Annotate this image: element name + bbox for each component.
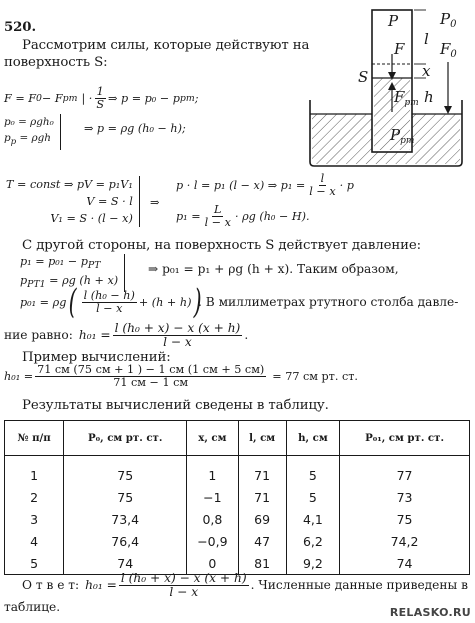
table-cell: 81 [238, 552, 286, 575]
table-header-row [5, 421, 470, 456]
formula-isothermal-system: T = const ⇒ pV = p₁V₁ V = S · l V₁ = S · (l − x) [6, 176, 140, 227]
example-calculation: h₀₁ = $\frac{71 см (75 см + 1 ) - 1 см (1 см + 5 см)}{71 см - 1 см}$ = 77 см рт. ст. [4, 363, 358, 389]
answer-line-2: таблице. [4, 600, 61, 614]
label-x: x [422, 62, 431, 80]
label-Fpt: $F_{рт}$ [394, 88, 419, 108]
tube-diagram [300, 2, 472, 172]
label-F: F [394, 40, 405, 58]
table-cell: 74 [340, 552, 470, 575]
table-cell: 5 [286, 486, 340, 508]
problem-number: 520. [4, 20, 36, 35]
label-P0: $P_0$ [440, 10, 457, 30]
table-header: l, см [238, 421, 286, 456]
table-cell: 74,2 [340, 530, 470, 552]
table-cell: 75 [340, 508, 470, 530]
results-table [4, 420, 470, 575]
formula-mm-line: ние равно: h₀₁ = $\frac{\text{l (h₀ + x) − x (x + h)}}{l - x}$ . [4, 321, 249, 349]
watermark: RELASKO.RU [389, 606, 471, 619]
label-l: l [424, 30, 429, 48]
table-cell: 2 [5, 486, 64, 508]
table-cell: 0 [187, 552, 238, 575]
table-header: P₀, см рт. ст. [64, 421, 187, 456]
label-Ppt: $P_{рт}$ [390, 126, 415, 146]
table-cell: 5 [286, 456, 340, 487]
intro-line-2: поверхность S: [4, 55, 108, 70]
table-cell: 1 [5, 456, 64, 487]
table-header: P₀₁, см рт. ст. [340, 421, 470, 456]
table-cell: 9,2 [286, 552, 340, 575]
table-cell: −0,9 [187, 530, 238, 552]
table-row [5, 456, 470, 487]
table-cell: 47 [238, 530, 286, 552]
table-cell: 74 [64, 552, 187, 575]
formula-arrow: ⇒ [150, 196, 160, 209]
formula-p1-second: p₁ = $\frac{L}{l - x}$ · ρg (h₀ − H). [176, 203, 310, 229]
table-row [5, 508, 470, 530]
formula-pressure-system: p₀ = ρgh₀ $p_p = \rho gh$ [4, 114, 61, 150]
intro-line-1: Рассмотрим силы, которые действуют на [22, 38, 310, 53]
label-h: h [424, 88, 434, 106]
table-cell: 75 [64, 486, 187, 508]
table-row [5, 530, 470, 552]
table-cell: 71 [238, 486, 286, 508]
table-cell: 4 [5, 530, 64, 552]
p01-tail-text: . В миллиметрах ртутного столба давле- [198, 295, 459, 309]
table-cell: 75 [64, 456, 187, 487]
label-F0: $F_0$ [440, 40, 457, 60]
table-cell: 71 [238, 456, 286, 487]
table-cell: 73 [340, 486, 470, 508]
answer-line: О т в е т: h₀₁ = $\frac{\text{l (h₀ + x) − x (x + h)}}{l - x}$ . Численные данные приведены в [22, 571, 468, 599]
other-side-system: $p_1 = p_{01} - p_{РТ}$ $p_{РТ1} = \rho g$ (h + x) [20, 254, 125, 292]
other-side-result: ⇒ p₀₁ = p₁ + ρg (h + x). Таким образом, [148, 262, 399, 276]
table-cell: 4,1 [286, 508, 340, 530]
other-side-text: С другой стороны, на поверхность S действует давление: [22, 238, 422, 253]
example-title: Пример вычислений: [22, 350, 171, 365]
table-cell: −1 [187, 486, 238, 508]
formula-p01: p₀₁ = ρg ( $\frac{\text{l (h₀ − h)}}{l - x}$ + (h + h) ) [20, 282, 203, 322]
table-header: h, см [286, 421, 340, 456]
label-S: S [358, 68, 369, 86]
results-title: Результаты вычислений сведены в таблицу. [22, 398, 329, 413]
label-P: P [388, 12, 399, 30]
table-cell: 3 [5, 508, 64, 530]
formula-p1-first: p · l = p₁ (l − x) ⇒ p₁ = $\frac{l}{l - x}$ · p [176, 172, 354, 198]
table-cell: 73,4 [64, 508, 187, 530]
table-row [5, 486, 470, 508]
table-cell: 0,8 [187, 508, 238, 530]
table-header: x, см [187, 421, 238, 456]
table-cell: 5 [5, 552, 64, 575]
table-cell: 76,4 [64, 530, 187, 552]
table-cell: 1 [187, 456, 238, 487]
table-cell: 6,2 [286, 530, 340, 552]
formula-force: F = F 0 − F рт | · $\frac{1}{S}$ ⇒ p = p₀ − p рт ; [4, 85, 199, 111]
table-cell: 69 [238, 508, 286, 530]
table-cell: 77 [340, 456, 470, 487]
table-header: № п/п [5, 421, 64, 456]
formula-pressure-result: ⇒ p = ρg (h₀ − h); [84, 122, 186, 135]
